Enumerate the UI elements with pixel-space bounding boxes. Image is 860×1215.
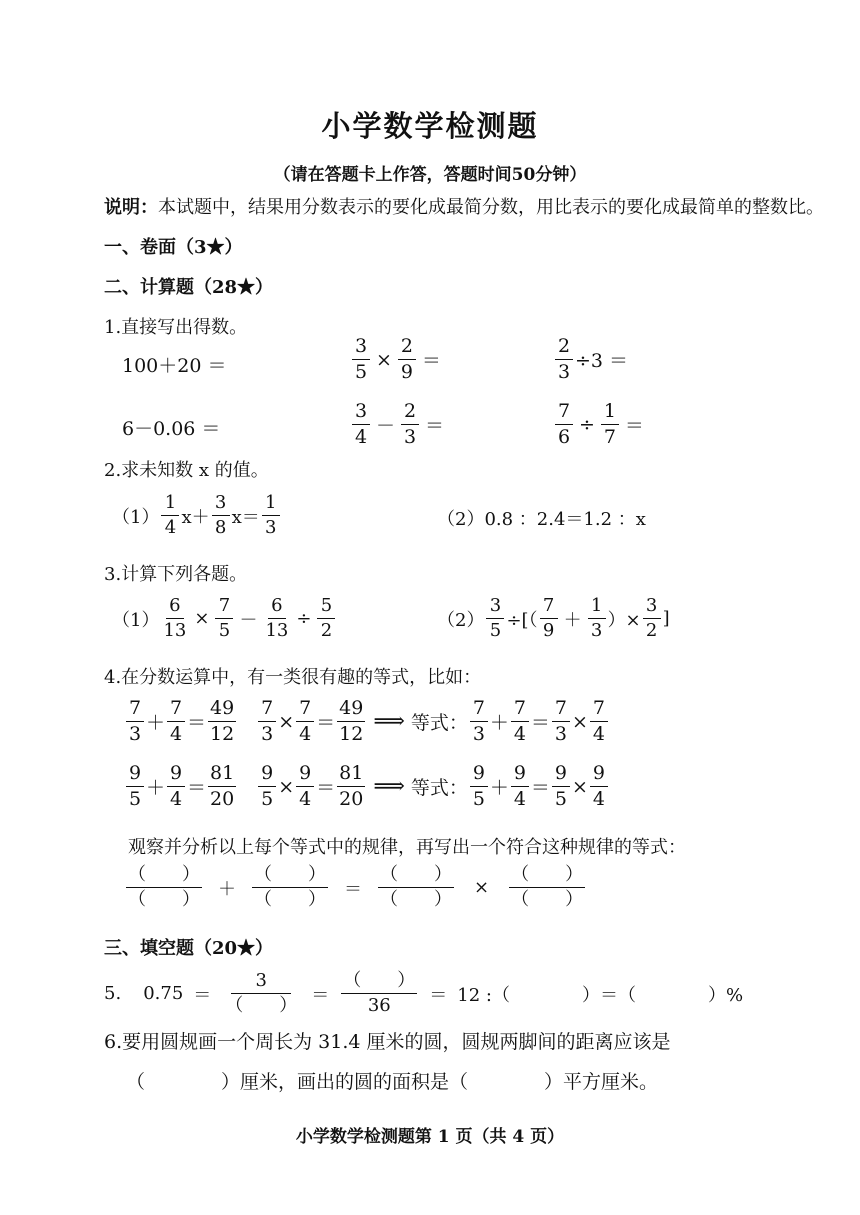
- fraction: $\frac{1}{7}$: [601, 402, 619, 447]
- fraction: $\frac{2}{9}$: [398, 337, 416, 382]
- fraction: $\frac{3}{5}$: [352, 337, 370, 382]
- question-6-line-1: 6.要用圆规画一个周长为 31.4 厘米的圆，圆规两脚间的距离应该是: [104, 1031, 671, 1053]
- section-heading-3: 三、填空题（20★）: [104, 938, 274, 959]
- fraction: $\frac{49}{12}$: [210, 697, 235, 745]
- fraction: $\frac{2}{3}$: [401, 402, 419, 447]
- blank-fraction[interactable]: $\frac{3}{( )}$: [225, 970, 298, 1016]
- fraction: $\frac{3}{2}$: [643, 597, 661, 640]
- blank-fraction[interactable]: $\frac{( )}{36}$: [343, 970, 416, 1016]
- instructions: [104, 193, 824, 219]
- question-2: 2.求未知数 x 的值。: [104, 460, 269, 481]
- q1-item-f: $\frac{7}{6}$ ÷ $\frac{1}{7}$ ＝: [553, 402, 648, 447]
- fraction: $\frac{1}{4}$: [161, 494, 179, 537]
- q5-ratio-blanks[interactable]: 12 :（ ）＝（ ）%: [457, 984, 744, 1006]
- q4-answer-blanks: $\frac{( )}{( )}$ ＋ $\frac{( )}{( )}$ ＝ $\frac{( )}{( )}$ × $\frac{( )}{( )}$: [128, 864, 584, 910]
- fraction: $\frac{1}{3}$: [262, 494, 280, 537]
- fraction: $\frac{7}{3}$: [258, 699, 276, 744]
- fraction: $\frac{3}{8}$: [212, 494, 230, 537]
- q1-item-d: [122, 410, 220, 444]
- fraction: $\frac{7}{3}$: [126, 699, 144, 744]
- q1-item-e: $\frac{3}{4}$ － $\frac{2}{3}$ ＝: [350, 402, 448, 447]
- fraction: $\frac{9}{4}$: [511, 764, 529, 809]
- blank-fraction[interactable]: $\frac{( )}{( )}$: [511, 864, 584, 910]
- fraction: $\frac{7}{4}$: [590, 699, 608, 744]
- fraction: $\frac{9}{5}$: [470, 764, 488, 809]
- q1-item-a-text: 100＋20 ＝: [122, 354, 227, 377]
- fraction: $\frac{5}{2}$: [317, 597, 335, 640]
- question-4: 4.在分数运算中，有一类很有趣的等式，比如：: [104, 667, 482, 688]
- instructions-label: 说明：: [104, 197, 158, 218]
- fraction: $\frac{7}{3}$: [470, 699, 488, 744]
- question-6-line-2[interactable]: （ ）厘米，画出的圆的面积是（ ）平方厘米。: [126, 1071, 659, 1093]
- q4-example-row-1: $\frac{7}{3}$ ＋ $\frac{7}{4}$ ＝ $\frac{49}{12}$ $\frac{7}{3}$ × $\frac{7}{4}$ ＝ $\frac{49}{12}$ ⟹ 等式： $\frac{7}{3}$ ＋ $\frac{7}{4}$ ＝ $\frac{7}{3}$ × $\frac{7}{4}$: [124, 699, 610, 744]
- fraction: $\frac{81}{20}$: [210, 762, 235, 810]
- implies-arrow-icon: ⟹: [373, 774, 405, 799]
- question-1: 1.直接写出得数。: [104, 317, 248, 338]
- fraction: $\frac{7}{4}$: [511, 699, 529, 744]
- q4-prompt: 观察并分析以上每个等式中的规律，再写出一个符合这种规律的等式：: [128, 837, 686, 858]
- fraction: $\frac{7}{4}$: [167, 699, 185, 744]
- q1-item-c: $\frac{2}{3}$ ÷3 ＝: [553, 337, 628, 382]
- question-3: 3.计算下列各题。: [104, 564, 248, 585]
- q1-item-a: [122, 347, 226, 381]
- fraction: $\frac{3}{5}$: [486, 597, 504, 640]
- fraction: $\frac{7}{9}$: [540, 597, 558, 640]
- q2-item-1: （1） $\frac{1}{4}$ x＋ $\frac{3}{8}$ x＝ $\frac{1}{3}$: [112, 494, 282, 537]
- fraction: $\frac{1}{3}$: [588, 597, 606, 640]
- page-subtitle: （请在答题卡上作答，答题时间50分钟）: [273, 165, 587, 185]
- blank-fraction[interactable]: $\frac{( )}{( )}$: [254, 864, 326, 910]
- blank-fraction[interactable]: $\frac{( )}{( )}$: [128, 864, 200, 910]
- implies-arrow-icon: ⟹: [373, 709, 405, 734]
- page-title: 小学数学检测题: [321, 109, 539, 143]
- fraction: $\frac{9}{4}$: [590, 764, 608, 809]
- fraction: $\frac{7}{3}$: [552, 699, 570, 744]
- question-5: 5. 0.75 ＝ $\frac{3}{( )}$ ＝ $\frac{( )}{36}$ ＝ 12 :（ ）＝（ ）%: [104, 970, 744, 1016]
- fraction: $\frac{7}{4}$: [296, 699, 314, 744]
- q1-item-b: $\frac{3}{5}$ × $\frac{2}{9}$ ＝: [350, 337, 445, 382]
- fraction: $\frac{9}{5}$: [258, 764, 276, 809]
- q3-item-1: （1） $\frac{6}{13}$ × $\frac{7}{5}$ － $\frac{6}{13}$ ÷ $\frac{5}{2}$: [112, 597, 337, 640]
- fraction: $\frac{7}{5}$: [215, 597, 233, 640]
- instructions-text: 本试题中，结果用分数表示的要化成最简分数，用比表示的要化成最简单的整数比。: [158, 197, 824, 218]
- fraction: $\frac{7}{6}$: [555, 402, 573, 447]
- page-footer: 小学数学检测题第 1 页（共 4 页）: [295, 1127, 565, 1147]
- q3-item-2: （2） $\frac{3}{5}$ ÷[（ $\frac{7}{9}$ ＋ $\frac{1}{3}$ ）× $\frac{3}{2}$ ]: [437, 595, 670, 641]
- section-heading-2: 二、计算题（28★）: [104, 277, 274, 298]
- fraction: $\frac{6}{13}$: [265, 595, 289, 641]
- section-heading-1: 一、卷面（3★）: [104, 237, 243, 258]
- q1-item-d-text: 6－0.06 ＝: [122, 417, 221, 440]
- q4-example-row-2: $\frac{9}{5}$ ＋ $\frac{9}{4}$ ＝ $\frac{81}{20}$ $\frac{9}{5}$ × $\frac{9}{4}$ ＝ $\frac{81}{20}$ ⟹ 等式： $\frac{9}{5}$ ＋ $\frac{9}{4}$ ＝ $\frac{9}{5}$ × $\frac{9}{4}$: [124, 764, 610, 809]
- fraction: $\frac{81}{20}$: [339, 762, 364, 810]
- fraction: $\frac{9}{4}$: [167, 764, 185, 809]
- fraction: $\frac{6}{13}$: [163, 595, 187, 641]
- q2-item-2: （2）0.8 ：2.4＝1.2 ：x: [437, 509, 646, 530]
- fraction: $\frac{9}{5}$: [552, 764, 570, 809]
- blank-fraction[interactable]: $\frac{( )}{( )}$: [380, 864, 452, 910]
- fraction: $\frac{49}{12}$: [339, 697, 364, 745]
- fraction: $\frac{9}{4}$: [296, 764, 314, 809]
- fraction: $\frac{2}{3}$: [555, 337, 573, 382]
- fraction: $\frac{9}{5}$: [126, 764, 144, 809]
- fraction: $\frac{3}{4}$: [352, 402, 370, 447]
